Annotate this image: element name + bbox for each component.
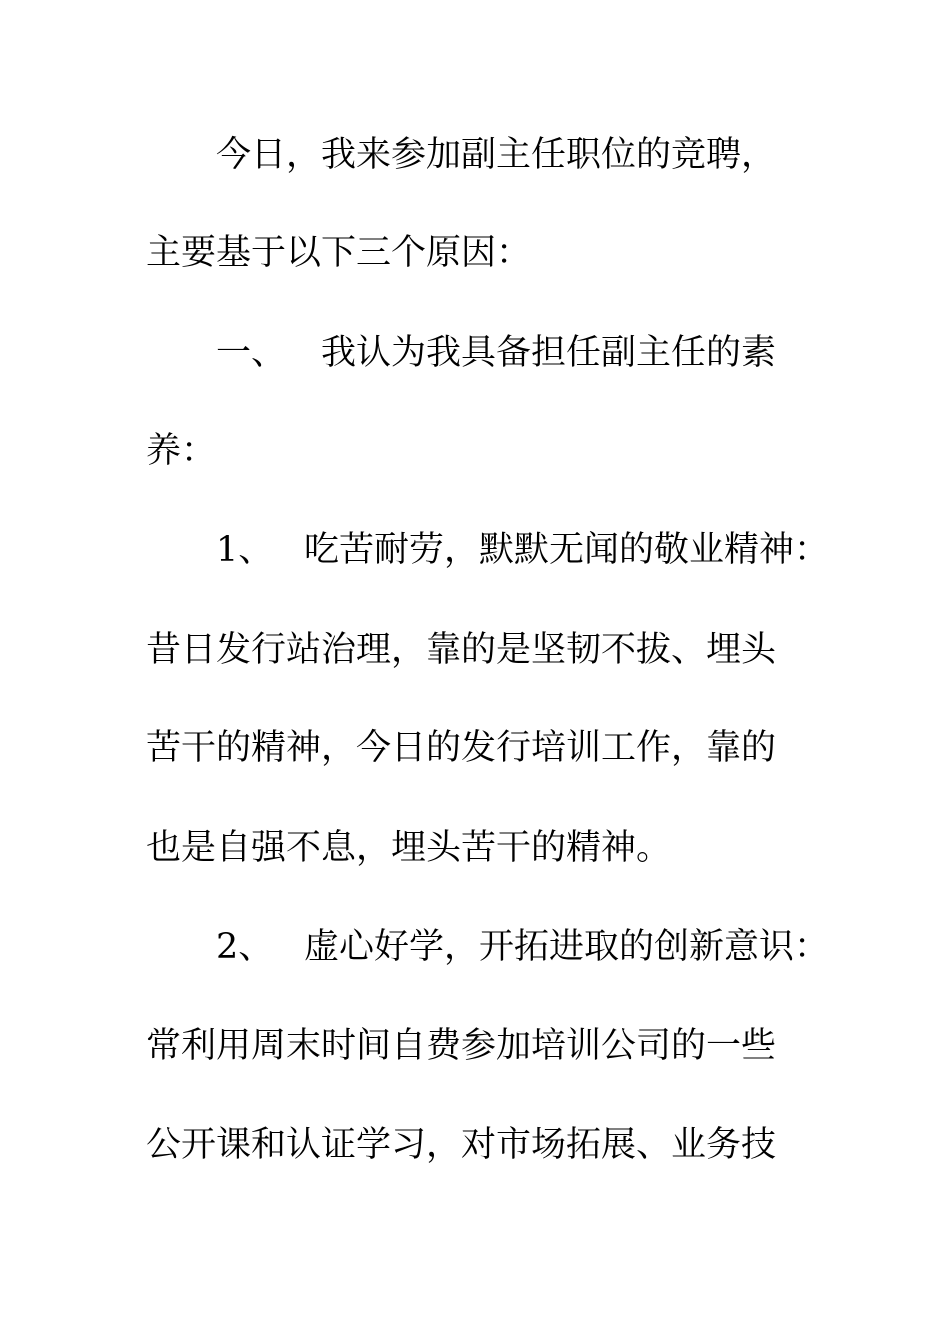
text-line: 常利用周末时间自费参加培训公司的一些 [146,1026,777,1066]
section-number: 一、 [216,333,287,373]
text-line: 虚心好学，开拓进取的创新意识： [304,927,830,967]
item-number: 2、 [216,927,274,967]
text-line: 苦干的精神，今日的发行培训工作，靠的 [146,728,777,768]
text-line: 养： [146,431,217,471]
item-one-body-line-2 [146,728,776,768]
text-line: 昔日发行站治理，靠的是坚韧不拔、埋头 [146,630,777,670]
section-one-heading-line-1 [216,333,776,373]
item-two-body-line-1 [146,1026,776,1066]
text-line: 也是自强不息，埋头苦干的精神。 [146,828,672,868]
text-line: 公开课和认证学习，对市场拓展、业务技 [146,1125,777,1165]
paragraph-intro-line-1 [216,135,776,175]
item-two-heading [216,927,829,967]
item-one-body-line-3 [146,828,671,868]
text-line: 吃苦耐劳，默默无闻的敬业精神： [304,530,830,570]
item-two-body-line-2 [146,1125,776,1165]
item-number: 1、 [216,530,274,570]
text-line: 今日，我来参加副主任职位的竞聘， [216,135,777,175]
item-one-body-line-1 [146,630,776,670]
text-line: 主要基于以下三个原因： [146,233,532,273]
section-one-heading-line-2 [146,431,216,471]
text-line: 我认为我具备担任副主任的素 [321,333,777,373]
item-one-heading [216,530,829,570]
paragraph-intro-line-2 [146,233,531,273]
